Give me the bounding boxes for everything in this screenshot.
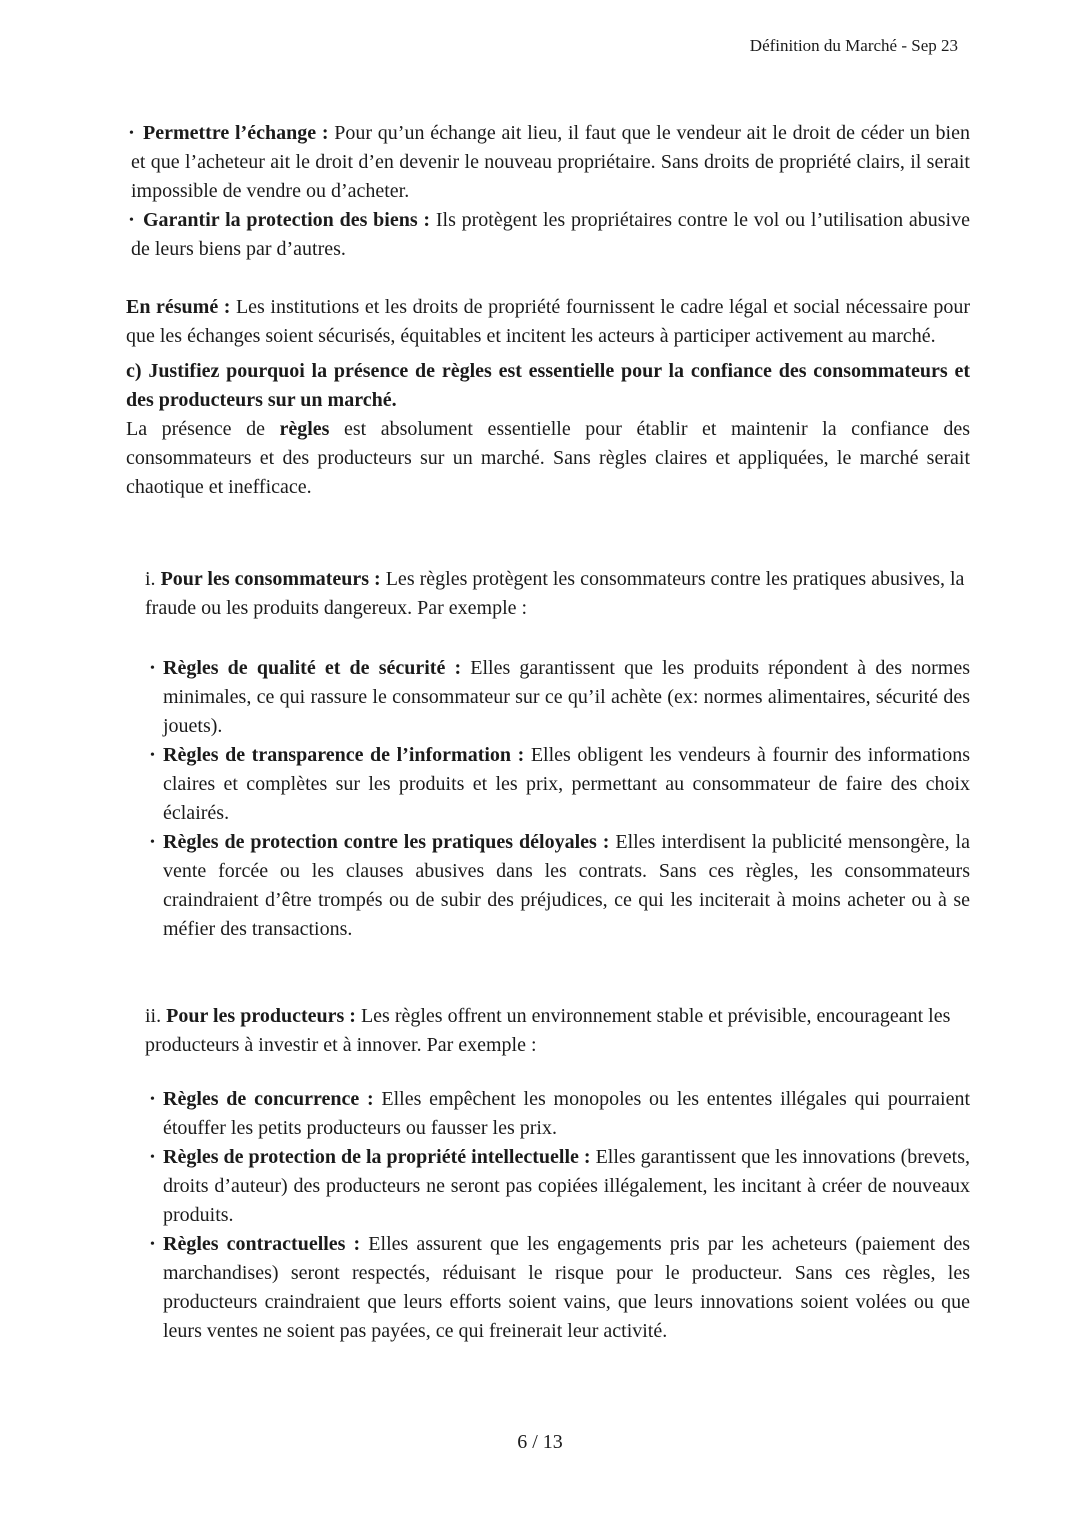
summary-paragraph <box>126 293 970 351</box>
list-item-garantir-protection <box>126 206 970 264</box>
list-item-term: Règles de concurrence : <box>163 1088 374 1110</box>
list-item-regles-pratiques-deloyales <box>126 828 970 944</box>
paragraph-text: est absolument essentielle pour établir et maintenir la confiance des consommateurs et des producteurs sur un marché. Sans règles claires et appliquées, le marché serait chaotique et inefficace. <box>126 418 970 498</box>
property-rights-list <box>126 119 970 264</box>
paragraph-bold-term: règles <box>279 418 330 440</box>
page-number: 6 / 13 <box>517 1431 563 1453</box>
list-item-term: Règles de protection contre les pratiques déloyales : <box>163 831 610 853</box>
subsection-text: Les règles protègent les consommateurs contre les pratiques abusives, la fraude ou les produits dangereux. Par exemple : <box>145 568 965 619</box>
subsection-text: Les règles offrent un environnement stable et prévisible, encourageant les producteurs à investir et à innover. Par exemple : <box>145 1005 951 1056</box>
list-item-regles-concurrence <box>126 1085 970 1143</box>
list-item-term: Règles de protection de la propriété intellectuelle : <box>163 1146 591 1168</box>
summary-label: En résumé : <box>126 296 231 318</box>
bullet-icon: • <box>150 835 155 850</box>
bullet-icon: • <box>150 748 155 763</box>
bullet-icon: • <box>150 661 155 676</box>
subsection-title: Pour les consommateurs : <box>160 568 381 590</box>
list-item-term: Règles de transparence de l’information : <box>163 744 525 766</box>
subsection-producteurs <box>145 1002 970 1060</box>
paragraph-text: La présence de <box>126 418 280 440</box>
bullet-icon: • <box>150 1150 155 1165</box>
summary-text: Les institutions et les droits de propriété fournissent le cadre légal et social nécessaire pour que les échanges soient sécurisés, équitables et incitent les acteurs à participer activement au marché. <box>126 296 971 347</box>
list-item-term: Règles contractuelles : <box>163 1233 361 1255</box>
list-item-text: Elles empêchent les monopoles ou les ententes illégales qui pourraient étouffer les petits producteurs ou fausser les prix. <box>163 1088 971 1139</box>
list-item-text: Ils protègent les propriétaires contre le vol ou l’utilisation abusive de leurs biens par d’autres. <box>131 209 970 260</box>
bullet-icon: • <box>150 1237 155 1252</box>
list-item-regles-qualite <box>126 654 970 741</box>
question-c-answer-paragraph <box>126 415 970 502</box>
list-item-text: Elles assurent que les engagements pris par les acheteurs (paiement des marchandises) seront respectés, réduisant le risque pour le producteur. Sans ces règles, les producteurs craindraient que leurs efforts soient vains, que leurs innovations soient volées ou que leurs ventes ne soient pas payées, ce qui freinerait leur activité. <box>163 1233 970 1342</box>
bullet-icon: • <box>129 126 134 141</box>
producteurs-rules-list <box>126 1085 970 1346</box>
question-c-heading: c) Justifiez pourquoi la présence de règles est essentielle pour la confiance des consommateurs et des producteurs sur un marché. <box>126 360 970 411</box>
page-header-title: Définition du Marché - Sep 23 <box>749 36 958 55</box>
list-item-text: Elles garantissent que les produits répondent à des normes minimales, ce qui rassure le consommateur sur ce qu’il achète (ex: normes alimentaires, sécurité des jouets). <box>163 657 970 737</box>
list-item-regles-transparence <box>126 741 970 828</box>
list-item-text: Pour qu’un échange ait lieu, il faut que le vendeur ait le droit de céder un bien et que l’acheteur ait le droit d’en devenir le nouveau propriétaire. Sans droits de propriété clairs, il serait impossible de vendre ou d’acheter. <box>131 122 970 202</box>
subsection-title: Pour les producteurs : <box>166 1005 356 1027</box>
document-content <box>126 0 970 1346</box>
list-item-permettre-echange <box>126 119 970 206</box>
bullet-icon: • <box>129 213 134 228</box>
list-item-term: Règles de qualité et de sécurité : <box>163 657 462 679</box>
bullet-icon: • <box>150 1092 155 1107</box>
subsection-consommateurs <box>145 565 970 623</box>
list-item-term: Permettre l’échange : <box>143 122 329 144</box>
subsection-numeral: ii. <box>145 1005 167 1027</box>
list-item-text: Elles obligent les vendeurs à fournir des informations claires et complètes sur les produits et les prix, permettant au consommateur de faire des choix éclairés. <box>163 744 971 824</box>
list-item-text: Elles interdisent la publicité mensongère, la vente forcée ou les clauses abusives dans les contrats. Sans ces règles, les consommateurs craindraient d’être trompés ou de subir des préjudices, ce qui les inciterait à moins acheter ou à se méfier des transactions. <box>163 831 970 940</box>
list-item-regles-propriete-intellectuelle <box>126 1143 970 1230</box>
subsection-numeral: i. <box>145 568 161 590</box>
list-item-text: Elles garantissent que les innovations (brevets, droits d’auteur) des producteurs ne seront pas copiées illégalement, les incitant à créer de nouveaux produits. <box>163 1146 970 1226</box>
list-item-term: Garantir la protection des biens : <box>143 209 431 231</box>
consommateurs-rules-list <box>126 654 970 944</box>
list-item-regles-contractuelles <box>126 1230 970 1346</box>
